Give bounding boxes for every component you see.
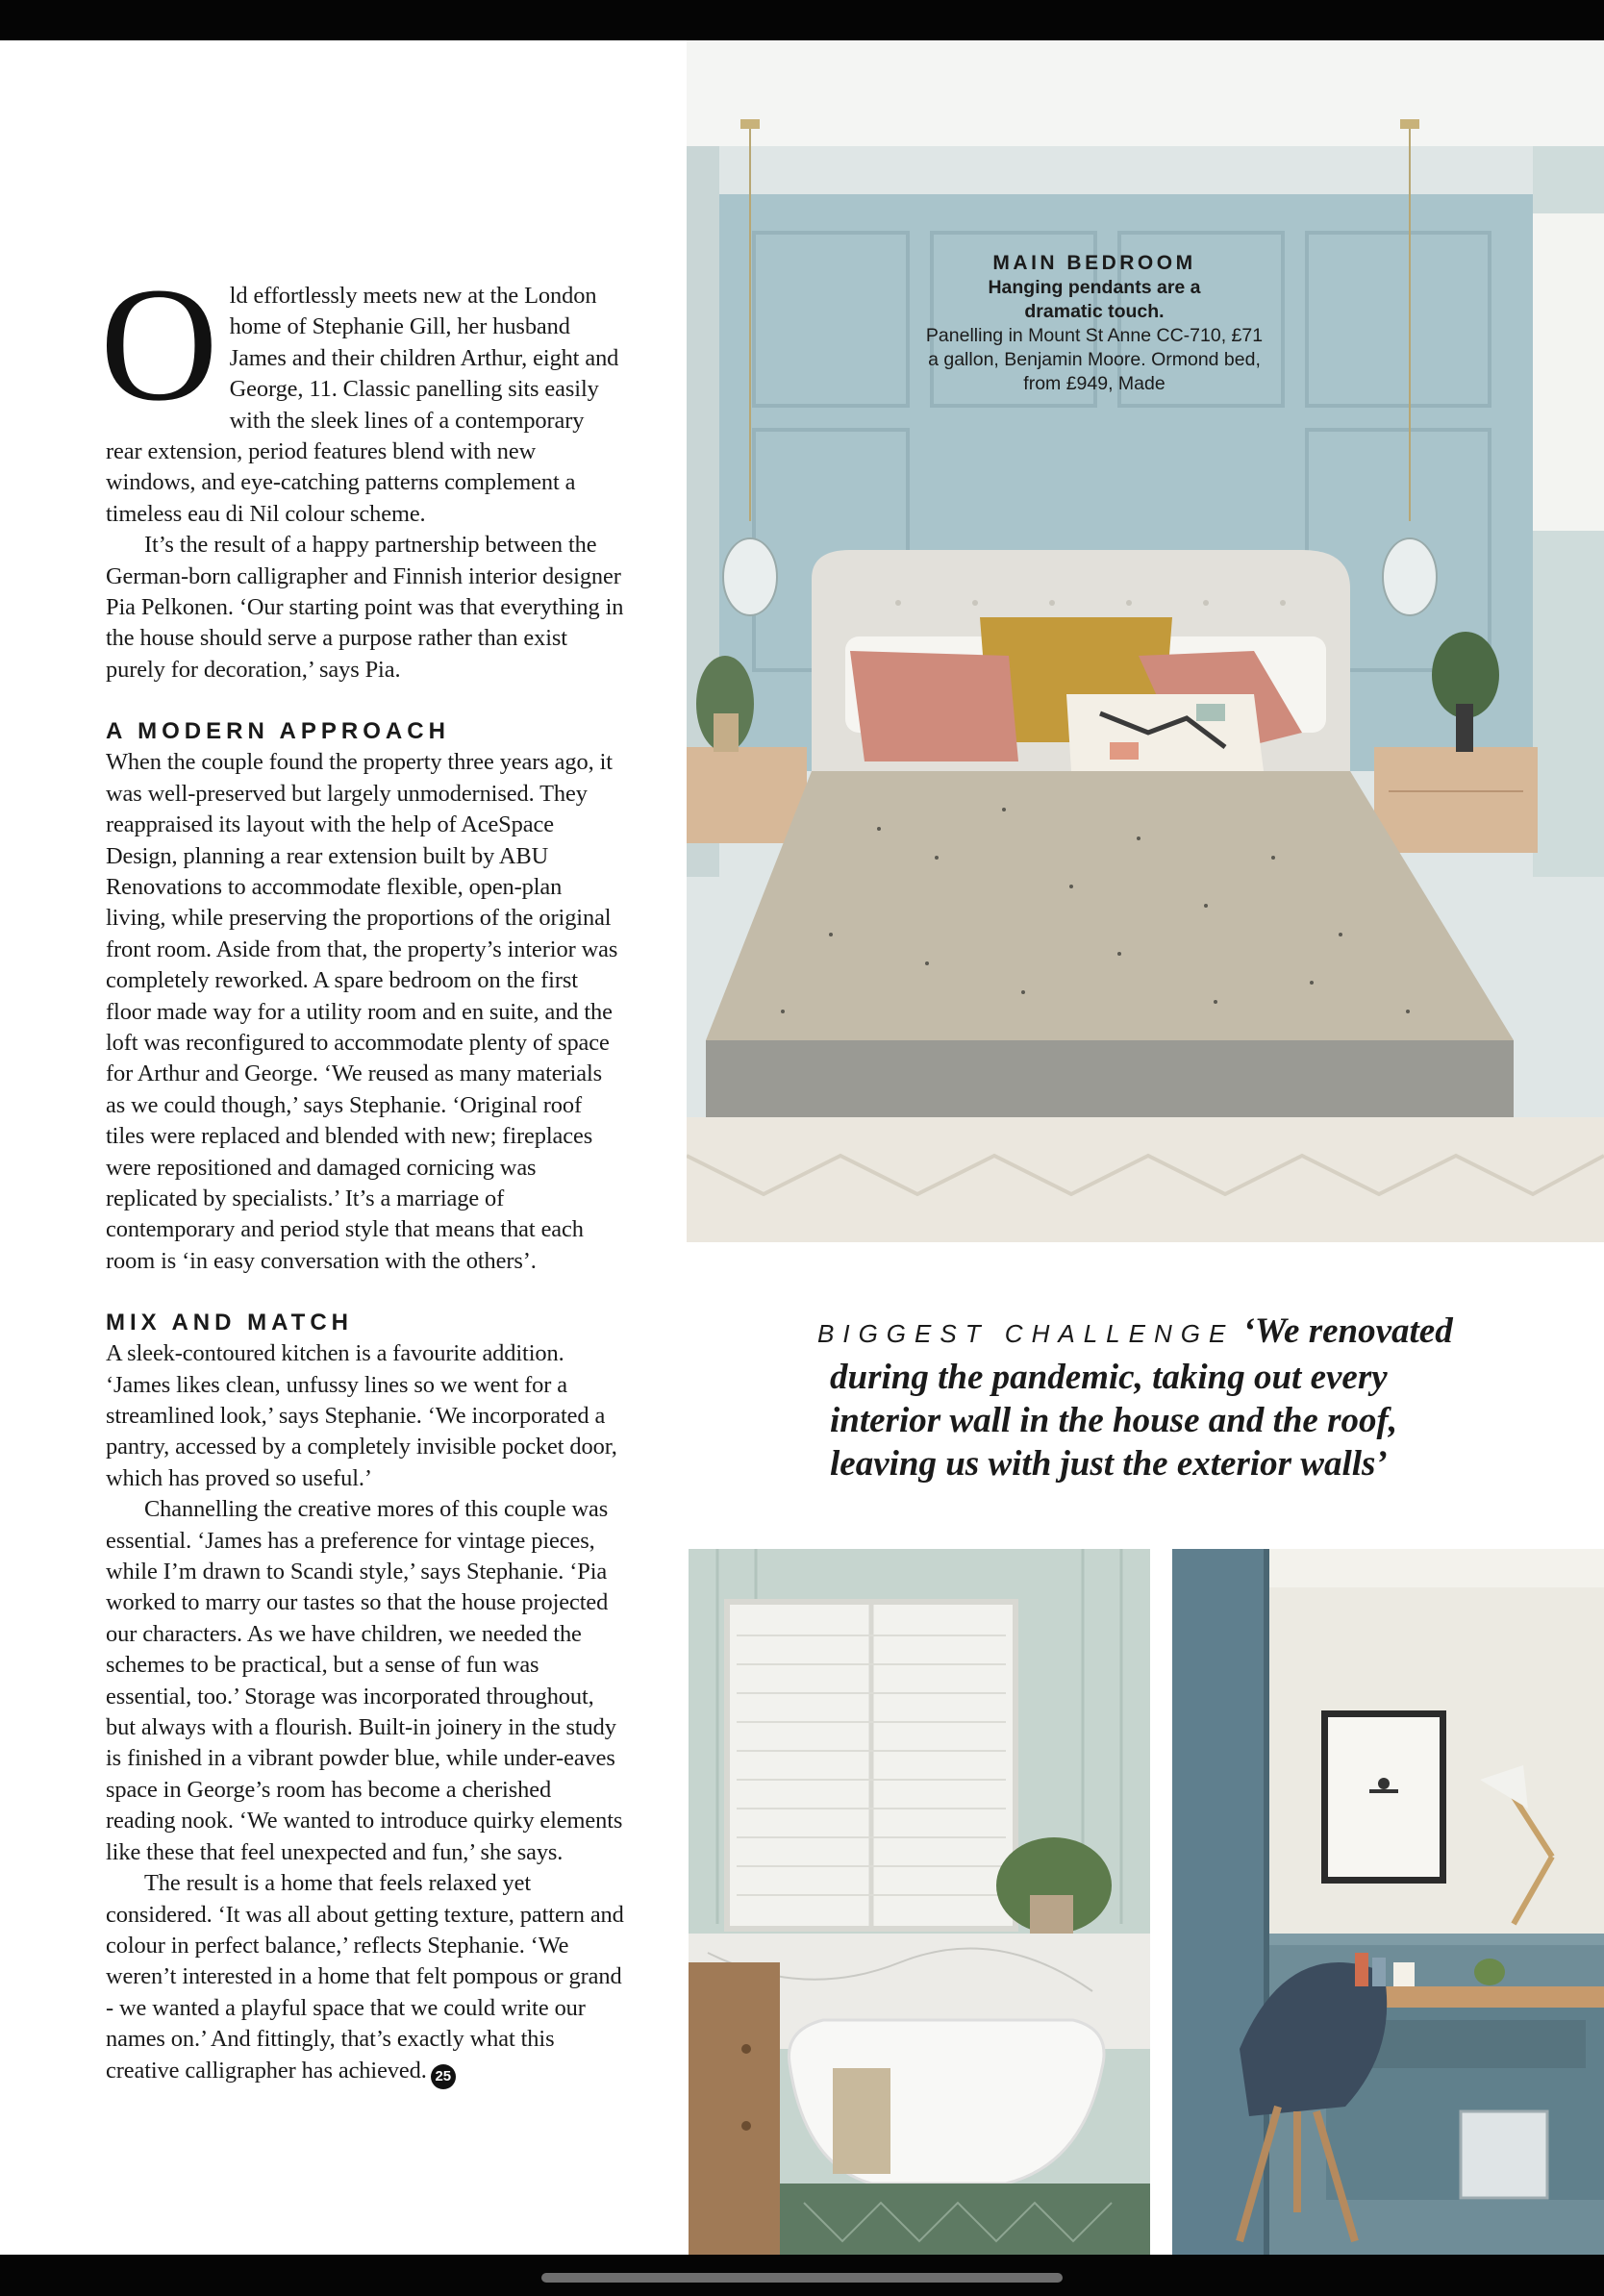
paragraph-4: A sleek-contoured kitchen is a favourite addition. ‘James likes clean, unfussy lines so we went for a streamlined look,’ says Stephanie. ‘We incorporated a pantry, accessed by a completely invisible pocket door, which has proved so useful.’	[106, 1340, 617, 1491]
paragraph-5: Channelling the creative mores of this couple was essential. ‘James has a preference for vintage pieces, while I’m drawn to Scandi style,’ says Stephanie. ‘Pia worked to marry our tastes so that the house projected our characters. As we have children, we needed the schemes to be practical, but a sense of fun was essential, too.’ Storage was incorporated throughout, but always with a flourish. Built-in joinery in the study is finished in a vibrant powder blue, while under-eaves space in George’s room has become a cherished reading nook. ‘We wanted to introduce quirky elements like these that feel unexpected and fun,’ she says.	[106, 1496, 623, 1865]
subhead-modern-approach: A MODERN APPROACH	[106, 718, 450, 745]
end-mark-icon: 25	[431, 2064, 456, 2089]
paragraph-6	[106, 1868, 625, 2088]
pull-quote-label: BIGGEST CHALLENGE	[817, 1319, 1235, 1348]
pull-quote-line-3: interior wall in the house and the roof,	[830, 1401, 1398, 1440]
paragraph-3: When the couple found the property three years ago, it was well-preserved but largely unmodernised. They reappraised its layout with the help of AceSpace Design, planning a rear extension built by ABU Renovations to accommodate flexible, open-plan living, while preserving the proportions of the original front room. Aside from that, the property’s interior was completely reworked. A spare bedroom on the first floor made way for a utility room and en suite, and the loft was reconfigured to accommodate plenty of space for Arthur and George. ‘We reused as many materials as we could though,’ says Stephanie. ‘Original roof tiles were replaced and blended with new; fireplaces were repositioned and damaged cornicing was replicated by specialists.’ It’s a marriage of contemporary and period style that means that each room is ‘in easy conversation with the others’.	[106, 749, 618, 1274]
bathroom-photo	[689, 1549, 1150, 2255]
pull-quote-text	[817, 1310, 1510, 1485]
main-bedroom-photo	[687, 40, 1604, 1242]
study-illustration	[1172, 1549, 1604, 2255]
status-bar	[0, 0, 1604, 40]
bathroom-illustration	[689, 1549, 1150, 2255]
intro-text: ld effortlessly meets new at the London home of Stephanie Gill, her husband James and their children Arthur, eight and George, 11. Classic panelling sits easily with the sleek lines of a contemporary rear extension, period features blend with new windows, and eye-catching patterns complement a timeless eau di Nil colour scheme.	[106, 283, 619, 527]
subhead-mix-and-match: MIX AND MATCH	[106, 1310, 353, 1336]
paragraph-2: It’s the result of a happy partnership between the German-born calligrapher and Finnish interior designer Pia Pelkonen. ‘Our starting point was that everything in the house should serve a purpose rather than exist purely for decoration,’ says Pia.	[106, 532, 624, 683]
pull-quote-line-1	[817, 1310, 1510, 1356]
drop-cap: O	[100, 254, 218, 435]
home-indicator[interactable]	[541, 2273, 1063, 2283]
paragraph-6-text: The result is a home that feels relaxed yet considered. ‘It was all about getting texture, pattern and colour in perfect balance,’ reflects Stephanie. ‘We weren’t interested in a home that felt pompous or grand - we wanted a playful space that we could write our names on.’ And fittingly, that’s exactly what this creative calligrapher has achieved.	[106, 1870, 624, 2084]
intro-paragraph	[100, 254, 625, 530]
pull-quote-line-1-text: ‘We renovated	[1242, 1311, 1453, 1351]
caption-title: MAIN BEDROOM	[992, 252, 1196, 274]
study-photo	[1172, 1549, 1604, 2255]
bedroom-illustration	[687, 40, 1604, 1242]
article-body	[100, 254, 625, 2089]
pull-quote-line-4: leaving us with just the exterior walls’	[830, 1444, 1388, 1484]
pull-quote-line-2: during the pandemic, taking out every	[830, 1358, 1388, 1397]
caption-highlight: Hanging pendants are a dramatic touch.	[988, 277, 1201, 322]
caption-credits: Panelling in Mount St Anne CC-710, £71 a gallon, Benjamin Moore. Ormond bed, from £949, Made	[925, 325, 1264, 394]
photo-caption	[912, 251, 1277, 396]
pull-quote	[817, 1310, 1510, 1485]
